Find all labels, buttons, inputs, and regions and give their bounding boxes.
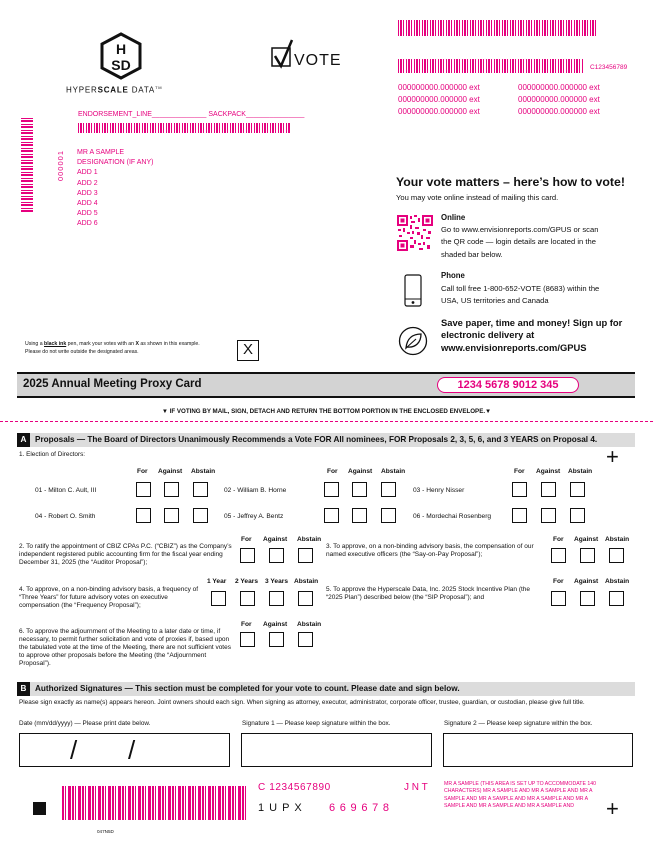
instr-pre: Using a [25,341,45,347]
perforation-line [0,421,653,422]
vote-info-title: Your vote matters – here’s how to vote! [396,175,625,189]
nominee-05-abstain-checkbox[interactable] [381,508,396,523]
proposal-3-against-checkbox[interactable] [580,548,595,563]
col-for: For [553,536,564,543]
top-barcode [398,20,598,36]
col-abstain: Abstain [605,536,630,543]
hyperscale-logo-icon [98,32,144,80]
endorsement-line: ENDORSEMENT_LINE______________ SACKPACK_______________ [78,111,305,118]
nominee-06-abstain-checkbox[interactable] [570,508,585,523]
ext-line: 000000000.000000 ext [518,83,600,92]
instr-x: X [135,341,139,347]
address-line: DESIGNATION (IF ANY) [77,159,154,167]
phone-icon [404,274,422,307]
leaf-icon [398,326,428,356]
ext-line: 000000000.000000 ext [398,107,480,116]
proposal-3-for-checkbox[interactable] [551,548,566,563]
col-against: Against [158,468,183,475]
signature-1-label: Signature 1 — Please keep signature within the box. [242,720,391,727]
col-against: Against [348,468,373,475]
instr-ink: black ink [44,341,67,347]
address-line: ADD 5 [77,210,98,218]
logo-text-bold: SCALE [97,85,129,95]
detach-instruction [0,408,653,415]
instr-line2: Please do not write outside the designated areas. [25,349,139,355]
proposal-2-text: 2. To ratify the appointment of CBIZ CPAs P.C. (“CBIZ”) as the Company’s independent registered public accounting firm for the fiscal year ending December 31, 2025 (the “Auditor Proposal”); [19,543,232,566]
nominee-03-against-checkbox[interactable] [541,482,556,497]
date-label: Date (mm/dd/yyyy) — Please print date below. [19,720,151,727]
footer-jnt: J N T [404,782,428,793]
footer-code: C 1234567890 [258,782,331,793]
nominee-05: 05 - Jeffrey A. Bentz [224,513,284,520]
proposal-5-text: 5. To approve the Hyperscale Data, Inc. 2025 Stock Incentive Plan (the “2025 Plan”) described below (the “SIP Proposal”); and [326,586,531,601]
col-for: For [514,468,525,475]
proposal-4-abstain-checkbox[interactable] [298,591,313,606]
card-number-text: 1234 5678 9012 345 [457,379,559,391]
nominee-02-for-checkbox[interactable] [324,482,339,497]
instr-post: as shown in this example. [138,341,200,347]
vote-info-subtitle: You may vote online instead of mailing this card. [396,193,559,202]
date-input[interactable] [19,733,230,767]
col-against: Against [536,468,561,475]
proposal-5-against-checkbox[interactable] [580,591,595,606]
election-label: 1. Election of Directors: [19,451,86,458]
address-line: ADD 2 [77,179,98,187]
example-x: X [242,341,253,358]
col-1-year: 1 Year [207,578,227,585]
nominee-05-against-checkbox[interactable] [352,508,367,523]
col-against: Against [263,621,288,628]
instr-mid: pen, mark your votes with an [66,341,136,347]
nominee-02-abstain-checkbox[interactable] [381,482,396,497]
section-a-header [17,433,635,447]
card-title-bar [17,372,635,398]
nominee-01-against-checkbox[interactable] [164,482,179,497]
address-barcode [78,123,290,133]
section-b-title: Authorized Signatures — This section must be completed for your vote to count. Please date and sign below. [35,684,460,693]
address-line: ADD 4 [77,200,98,208]
qr-code-icon [397,215,433,251]
corner-mark [33,802,46,815]
ext-column-2 [518,82,600,118]
proposal-6-abstain-checkbox[interactable] [298,632,313,647]
proposal-4-2years-checkbox[interactable] [240,591,255,606]
nominee-04-abstain-checkbox[interactable] [193,508,208,523]
proposal-4-text: 4. To approve, on a non-binding advisory basis, a frequency of “Three Years” for future advisory votes on executive compensation (the “Frequency Proposal”); [19,586,199,609]
mailing-address [77,148,154,230]
proposal-4-3years-checkbox[interactable] [269,591,284,606]
address-line: ADD 3 [77,189,98,197]
col-for: For [327,468,338,475]
signature-2-label: Signature 2 — Please keep signature within the box. [444,720,593,727]
card-number [437,377,579,393]
hyperscale-logo-text [66,85,162,95]
nominee-03: 03 - Henry Nisser [413,487,465,494]
col-against: Against [574,536,599,543]
ext-line: 000000000.000000 ext [518,95,600,104]
proposal-5-abstain-checkbox[interactable] [609,591,624,606]
col-for: For [241,536,252,543]
ext-line: 000000000.000000 ext [398,83,480,92]
online-title: Online [441,213,466,222]
col-abstain: Abstain [381,468,406,475]
nominee-06-against-checkbox[interactable] [541,508,556,523]
logo-text-post: DATA [128,85,156,95]
nominee-04: 04 - Robert O. Smith [35,513,96,520]
svg-text:SD: SD [111,57,131,73]
card-title: 2025 Annual Meeting Proxy Card [23,378,202,390]
nominee-02-against-checkbox[interactable] [352,482,367,497]
col-abstain: Abstain [568,468,593,475]
online-text: Go to www.envisionreports.com/GPUS or scan the QR code — login details are located in the shaded bar below. [441,225,599,259]
ext-line: 000000000.000000 ext [518,107,600,116]
nominee-02: 02 - William B. Horne [224,487,287,494]
col-against: Against [263,536,288,543]
proposal-2-for-checkbox[interactable] [240,548,255,563]
proposal-4-1year-checkbox[interactable] [211,591,226,606]
footer-sample-text: MR A SAMPLE (THIS AREA IS SET UP TO ACCOMMODATE 140 CHARACTERS) MR A SAMPLE AND MR A SAMPLE AND MR A SAMPLE AND MR A SAMPLE AND MR A SAMPLE AND MR A SAMPLE AND MR A SAMPLE AND MR A SAMPLE AND [444,781,597,810]
nominee-01: 01 - Milton C. Ault, III [35,487,97,494]
section-a-title: Proposals — The Board of Directors Unanimously Recommends a Vote FOR All nominees, FOR Proposals 2, 3, 5, 6, and 3 YEARS on Proposal 4. [35,435,598,444]
col-abstain: Abstain [297,536,322,543]
side-barcode [21,117,33,212]
logo-text-pre: HYPER [66,85,98,95]
vote-logo [270,38,342,74]
section-b-letter: B [17,682,30,696]
down-arrow-icon: ▼ [161,408,168,415]
proposal-2-against-checkbox[interactable] [269,548,284,563]
col-abstain: Abstain [191,468,216,475]
col-against: Against [574,578,599,585]
col-for: For [137,468,148,475]
footer-plus-icon: + [606,796,619,821]
electronic-delivery-text: Save paper, time and money! Sign up for electronic delivery at www.envisionreports.com/GPUS [441,317,623,353]
footer-barcode [62,786,246,820]
example-mark-box [237,340,259,361]
phone-title: Phone [441,271,465,280]
proposal-6-for-checkbox[interactable] [240,632,255,647]
section-a-letter: A [17,433,30,447]
col-3-years: 3 Years [265,578,288,585]
plus-icon: + [606,444,619,469]
nominee-06: 06 - Mordechai Rosenberg [413,513,492,520]
detach-text: IF VOTING BY MAIL, SIGN, DETACH AND RETURN THE BOTTOM PORTION IN THE ENCLOSED ENVELOPE. [169,408,486,415]
nominee-06-for-checkbox[interactable] [512,508,527,523]
date-slash: / [70,735,78,765]
address-line: ADD 1 [77,169,98,177]
footer-upx: 1 U P X [258,802,303,814]
ext-column-1 [398,82,480,118]
signature-1-input[interactable] [241,733,432,767]
nominee-01-abstain-checkbox[interactable] [193,482,208,497]
nominee-04-for-checkbox[interactable] [136,508,151,523]
col-2-years: 2 Years [235,578,258,585]
trademark: TM [155,85,163,90]
footer-number: 6 6 9 6 7 8 [329,802,390,814]
address-line: ADD 6 [77,220,98,228]
vote-logo-text: VOTE [294,52,342,69]
date-slash: / [128,735,136,765]
ink-instruction [25,340,200,356]
col-for: For [241,621,252,628]
signature-instructions: Please sign exactly as name(s) appears hereon. Joint owners should each sign. When signing as attorney, executor, administrator, corporate officer, trustee, guardian, or custodian, please give full title. [19,699,585,706]
proposal-6-against-checkbox[interactable] [269,632,284,647]
down-arrow-icon: ▼ [485,408,492,415]
nominee-03-abstain-checkbox[interactable] [570,482,585,497]
nominee-04-against-checkbox[interactable] [164,508,179,523]
control-number: C123456789 [590,64,628,71]
phone-text: Call toll free 1-800-652-VOTE (8683) within the USA, US territories and Canada [441,284,600,306]
signature-2-input[interactable] [443,733,633,767]
proposal-2-abstain-checkbox[interactable] [298,548,313,563]
proposal-3-text: 3. To approve, on a non-binding advisory basis, the compensation of our named executive officers (the “Say-on-Pay Proposal”); [326,543,534,558]
nominee-03-for-checkbox[interactable] [512,482,527,497]
side-code: 000001 [56,150,65,182]
proposal-6-text: 6. To approve the adjournment of the Meeting to a later date or time, if necessary, to permit further solicitation and vote of proxies if, based upon the tabulated vote at the time of the Meeting, there are not sufficient votes to approve other proposals before the Meeting (the “Adjournment Proposal”). [19,628,231,667]
svg-text:H: H [115,41,127,57]
col-abstain: Abstain [294,578,319,585]
nominee-05-for-checkbox[interactable] [324,508,339,523]
col-abstain: Abstain [297,621,322,628]
address-line: MR A SAMPLE [77,149,125,156]
col-abstain: Abstain [605,578,630,585]
second-barcode [398,59,584,73]
proposal-5-for-checkbox[interactable] [551,591,566,606]
footer-small-code: 047N5D [97,829,114,834]
section-b-header [17,682,635,696]
ext-line: 000000000.000000 ext [398,95,480,104]
proposal-3-abstain-checkbox[interactable] [609,548,624,563]
col-for: For [553,578,564,585]
nominee-01-for-checkbox[interactable] [136,482,151,497]
